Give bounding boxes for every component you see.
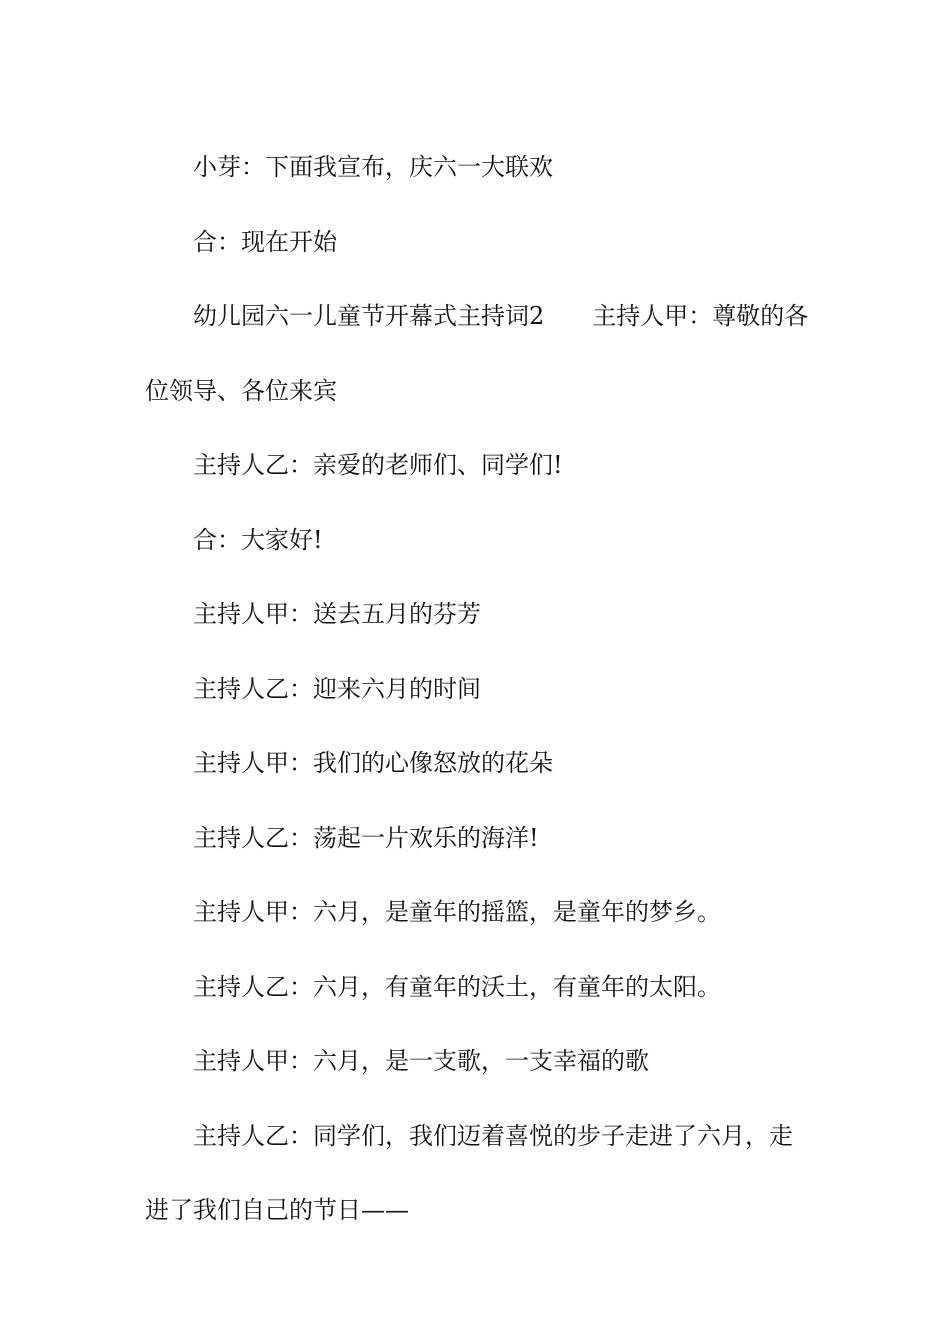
paragraph: 小芽：下面我宣布，庆六一大联欢 [193,153,553,181]
paragraph: 主持人甲：六月，是一支歌，一支幸福的歌 [193,1047,649,1075]
document-body [145,130,810,1248]
paragraph: 主持人乙：荡起一片欢乐的海洋! [193,823,539,852]
paragraph: 主持人乙：六月，有童年的沃土，有童年的太阳。 [193,972,721,1001]
paragraph: 主持人乙：同学们，我们迈着喜悦的步子走进了六月，走进了我们自己的节日—— [145,1121,793,1224]
paragraph: 主持人甲：送去五月的芬芳 [193,600,481,628]
paragraph: 合：现在开始 [193,227,337,256]
paragraph: 主持人甲：六月，是童年的摇篮，是童年的梦乡。 [193,898,721,926]
paragraph: 主持人甲：我们的心像怒放的花朵 [193,749,553,777]
paragraph: 主持人乙：迎来六月的时间 [193,674,481,703]
paragraph: 幼儿园六一儿童节开幕式主持词2 主持人甲：尊敬的各位领导、各位来宾 [145,302,809,405]
paragraph: 主持人乙：亲爱的老师们、同学们! [193,451,563,479]
paragraph: 合：大家好! [193,525,323,554]
